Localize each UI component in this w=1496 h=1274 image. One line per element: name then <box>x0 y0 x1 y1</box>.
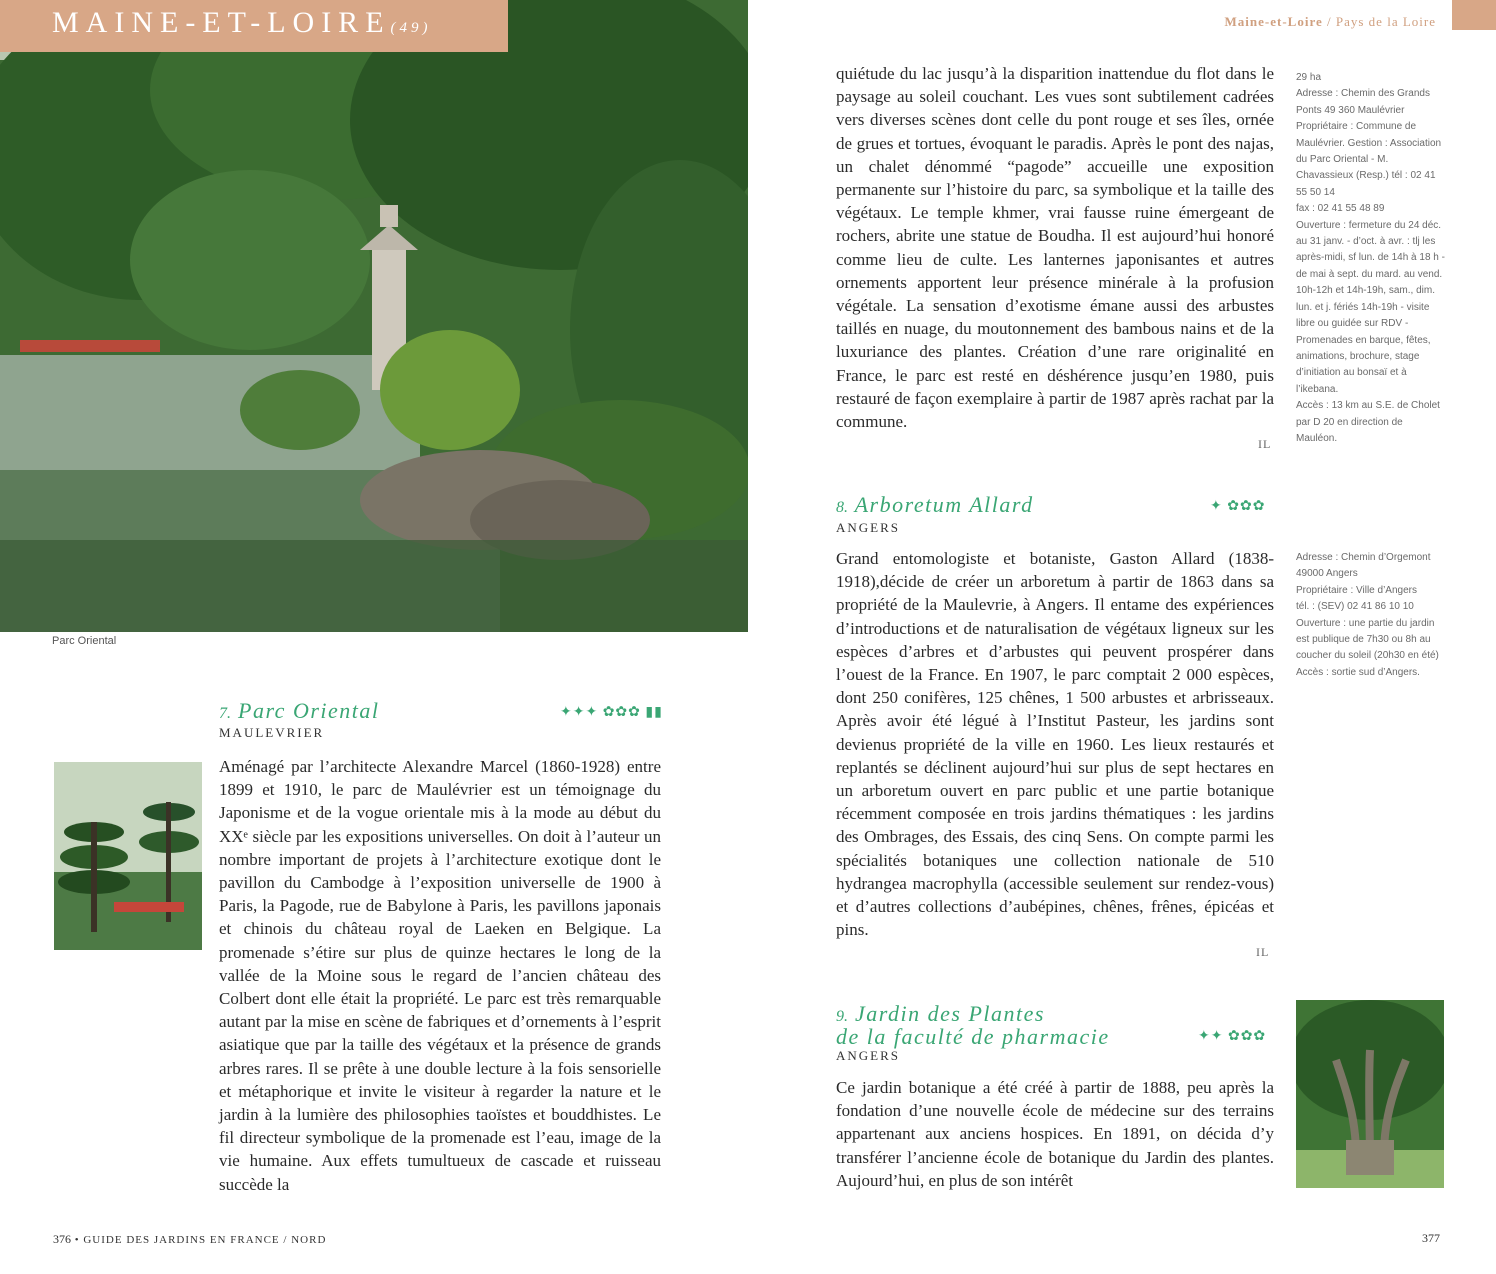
entry-7-city: MAULEVRIER <box>219 725 325 740</box>
department-banner <box>0 0 508 52</box>
photo-plane-tree-thumbnail <box>1296 1000 1444 1188</box>
entry-7-body: Aménagé par l’architecte Alexandre Marcel (1860-1928) entre 1899 et 1910, le parc de Maulévrier est un témoignage du Japonisme et de la vogue orientale mis à la mode au début du XXᵉ siècle par les expositions universelles. On doit à l’auteur un nombre important de projets à l’architecture exotique dont le pavillon du Cambodge à l’exposition universelle de 1900 à Paris, la Pagode, rue de Babylone à Paris, les pavillons japonais et chinois du château royal de Laeken en Belgique. La promenade s’étire sur plus de quinze hectares le long de la vallée de la Moine sous le regard de l’ancien château des Colbert dont elle était la propriété. Le parc est très remarquable autant par la mise en scène de fabriques et d’ornements à l’esprit asiatique que par la taille des végétaux et la présence de grands arbres rares. Il se prête à une double lecture à la fois sensorielle et métaphorique et invite le visiteur à regarder la nature et le jardin à la lumière des philosophies taoïstes et bouddhistes. Le fil directeur symbolique de la promenade est l’eau, image de la vie humaine. Aux effets tumultueux de cascade et ruisseau succède la <box>219 757 661 1194</box>
entry-8-body: Grand entomologiste et botaniste, Gaston Allard (1838-1918),décide de créer un arboretum à partir de 1863 dans sa propriété de la Maulevrie, à Angers. Il entame des expériences d’introductions et de naturalisation de végétaux ligneux sur les espèces d’arbres et d’arbustes qui peuvent prospérer dans l’ouest de la France. En 1907, le parc comptait 2 000 espèces, dont 250 conifères, 125 chênes, 1 500 arbustes et arbrisseaux. Après avoir été légué à l’Institut Pasteur, les jardins sont devienus propriété de la ville en 1960. Les lieux restaurés et replantés se déclinent aujourd’hui sur plus de sept hectares en un arboretum ouvert en parc public et une partie botanique récemment composée en trois jardins thématiques : les jardins des Ombrages, des Essais, des cinq Sens. On compte parmi les spécialités botaniques une collection nationale de 510 hydrangea macrophylla (accessible seulement sur rendez-vous) et d’autres collections d’aubépines, chênes, frênes, épicéas et pins. <box>836 549 1274 940</box>
running-head <box>1225 14 1436 30</box>
entry-8-rating: ✦ ✿✿✿ <box>1210 499 1266 514</box>
topiary-illustration <box>54 762 202 950</box>
entry-7-rating: ✦✦✦ ✿✿✿ ▮▮ <box>560 705 663 720</box>
entry-9-rating: ✦✦ ✿✿✿ <box>1198 1029 1267 1044</box>
photo-topiary-thumbnail <box>54 762 202 950</box>
right-page-folio <box>1422 1231 1440 1246</box>
entry-9-name-line-2: de la faculté de pharmacie <box>836 1024 1110 1049</box>
corner-tab <box>1452 0 1496 30</box>
guide-title: GUIDE DES JARDINS EN FRANCE <box>83 1234 280 1246</box>
entry-9-title <box>836 1001 1110 1049</box>
running-head-region: Pays de la Loire <box>1335 14 1436 29</box>
entry-8-title <box>836 492 1034 518</box>
entry-7-number: 7. <box>219 705 231 722</box>
running-head-separator: / <box>1327 14 1332 29</box>
entry-8-practical-info: Adresse : Chemin d’Orgemont 49000 Angers Propriétaire : Ville d’Angers tél. : (SEV) 02 41 86 10 10 Ouverture : une partie du jardin est publique de 7h30 ou 8h au coucher du soleil (20h30 en été) Accès : sortie sud d’Angers. <box>1296 552 1439 678</box>
entry-8-number: 8. <box>836 499 848 516</box>
left-page-number: 376 <box>53 1232 71 1246</box>
entry-8-city: ANGERS <box>836 520 901 535</box>
entry-9-body: Ce jardin botanique a été créé à partir de 1888, peu après la fondation d’une nouvelle école de médecine sur des terrains appartenant aux anciens hospices. En 1891, on décida d’y transférer l’ancienne école de botanique du Jardin des plantes. Aujourd’hui, en plus de son intérêt <box>836 1078 1274 1190</box>
garden-lake-illustration <box>0 0 748 632</box>
entry-8-author: IL <box>1256 945 1270 959</box>
entry-9-number: 9. <box>836 1008 848 1025</box>
tree-illustration <box>1296 1000 1444 1188</box>
left-page-folio <box>53 1232 326 1247</box>
department-title <box>52 6 432 40</box>
photo-parc-oriental <box>0 0 748 632</box>
department-name: MAINE-ET-LOIRE <box>52 6 391 39</box>
entry-8-name: Arboretum Allard <box>854 492 1034 517</box>
right-page-number: 377 <box>1422 1231 1440 1245</box>
entry-9-name-line-1: Jardin des Plantes <box>855 1001 1045 1026</box>
entry-9-city: ANGERS <box>836 1048 901 1063</box>
department-code: (49) <box>390 20 432 36</box>
photo-caption: Parc Oriental <box>52 635 117 647</box>
entry-7-practical-info: 29 ha Adresse : Chemin des Grands Ponts 49 360 Maulévrier Propriétaire : Commune de Maulévrier. Gestion : Association du Parc Oriental - M. Chavassieux (Resp.) tél : 02 41 55 50 14 fax : 02 41 55 48 89 Ouverture : fermeture du 24 déc. au 31 janv. - d’oct. à avr. : tlj les après-midi, sf lun. de 14h à 18 h - de mai à sept. du mard. au vend. 10h-12h et 14h-19h, sam., dim. lun. et j. fériés 14h-19h - visite libre ou guidée sur RDV - Promenades en barque, fêtes, animations, brochure, stage d’initiation au bonsaï et à l’ikebana. Accès : 13 km au S.E. de Cholet par D 20 en direction de Mauléon. <box>1296 72 1445 444</box>
entry-7-title <box>219 698 380 724</box>
entry-7-name: Parc Oriental <box>238 698 380 723</box>
folio-bullet: • <box>74 1234 80 1246</box>
entry-7-body-continued: quiétude du lac jusqu’à la disparition inattendue du flot dans le paysage au soleil couchant. Les vues sont subtilement cadrées vers diverses scènes dont celle du pont rouge et ses îles, ornée de grues et tortues, évoquant le paradis. Après le pont des najas, un chalet dénommé “pagode” accueille une exposition permanente sur l’histoire du parc, sa symbolique et la taille des végétaux. Le temple khmer, vrai fausse ruine émergeant de rochers, abrite une statue de Boudha. Il est aujourd’hui honoré comme lieu de culte. Les lanternes japonisantes et autres ornements apportent leur présence minérale à la profusion végétale. La sensation d’exotisme émane aussi des arbustes taillés en nuage, du moutonnement des bambous nains et de la luxuriance des plantes. Création d’une rare originalité en France, le parc est resté en déshérence jusqu’en 1980, puis restauré de façon exemplaire à partir de 1987 après rachat par la commune. <box>836 64 1274 432</box>
guide-separator: / <box>283 1234 288 1246</box>
guide-region: NORD <box>291 1234 327 1246</box>
running-head-department: Maine-et-Loire <box>1224 14 1323 29</box>
entry-7-author: IL <box>1258 437 1272 451</box>
